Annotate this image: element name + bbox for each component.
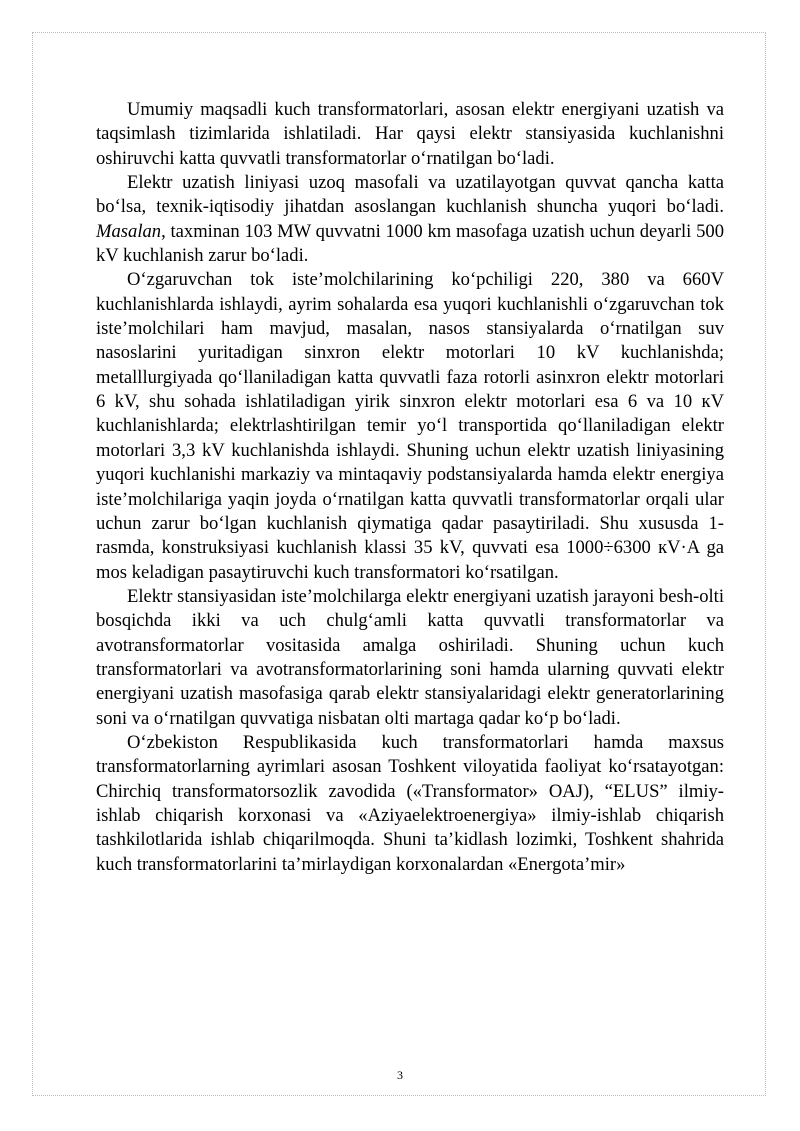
paragraph-2-text-end: , taxminan 103 MW quvvatni 1000 km masofaga uzatish uchun deyarli 500 kV kuchlanish zarur boʻladi. <box>96 220 724 267</box>
paragraph-4: Elektr stansiyasidan isteʼmolchilarga elektr energiyani uzatish jarayoni besh-olti bosqichda ikki va uch chulgʻamli katta quvvatli transformatorlar va avotransformatorlar vositasida amalga oshiriladi. Shuning uchun kuch transformatorlari va avotransformatorlarining soni hamda ularning quvvati elektr energiyani uzatish masofasiga qarab elektr stansiyalaridagi elektr generatorlarining soni va oʻrnatilgan quvvatiga nisbatan olti martaga qadar koʻp boʻladi. <box>96 585 724 729</box>
paragraph-3: Oʻzgaruvchan tok isteʼmolchilarining koʻpchiligi 220, 380 va 660V kuchlanishlarda ishlaydi, ayrim sohalarda esa yuqori kuchlanishli oʻzgaruvchan tok isteʼmolchilari ham mavjud, masalan, nasos stansiyalarda oʻrnatilgan suv nasoslarini yuritadigan sinxron elektr motorlari 10 kV kuchlanishda; metalllurgiyada qoʻllaniladigan katta quvvatli faza rotorli asinxron elektr motorlari 6 kV, shu sohada ishlatiladigan yirik sinxron elektr motorlari esa 6 va 10 кV kuchlanishlarda; elektrlashtirilgan temir yoʻl transportida qoʻllaniladigan elektr motorlari 3,3 kV kuchlanishda ishlaydi. Shuning uchun elektr uzatish liniyasining yuqori kuchlanishi markaziy va mintaqaviy podstansiyalarda hamda elektr energiya isteʼmolchilariga yaqin joyda oʻrnatilgan katta quvvatli transformatorlar orqali ular uchun zarur boʻlgan kuchlanish qiymatiga qadar pasaytiriladi. Shu xususda 1-rasmda, konstruksiyasi kuchlanish klassi 35 kV, quvvati esa 1000÷6300 кV·A ga mos keladigan pasaytiruvchi kuch transformatori koʻrsatilgan. <box>96 269 724 583</box>
paragraph-2 <box>96 171 724 268</box>
paragraph-2-italic: Masalan <box>96 220 162 242</box>
page-number: 3 <box>397 1068 403 1082</box>
document-body <box>96 98 724 877</box>
paragraph-2-text-start: Elektr uzatish liniyasi uzoq masofali va uzatilayotgan quvvat qancha katta boʻlsa, texnik-iqtisodiy jihatdan asoslangan kuchlanish shuncha yuqori boʻladi. <box>96 172 724 218</box>
paragraph-5: Oʻzbekiston Respublikasida kuch transformatorlari hamda maxsus transformatorlarning ayrimlari asosan Toshkent viloyatida faoliyat koʻrsatayotgan: Chirchiq transformatorsozlik zavodida («Transformator» OAJ), “ELUS” ilmiy-ishlab chiqarish korxonasi va «Aziyaelektroenergiya» ilmiy-ishlab chiqarish tashkilotlarida ishlab chiqarilmoqda. Shuni taʼkidlash lozimki, Toshkent shahrida kuch transformatorlarini taʼmirlaydigan korxonalardan «Energotaʼmir» <box>96 731 724 875</box>
paragraph-1: Umumiy maqsadli kuch transformatorlari, asosan elektr energiyani uzatish va taqsimlash tizimlarida ishlatiladi. Har qaysi elektr stansiyasida kuchlanishni oshiruvchi katta quvvatli transformatorlar oʻrnatilgan boʻladi. <box>96 99 724 169</box>
